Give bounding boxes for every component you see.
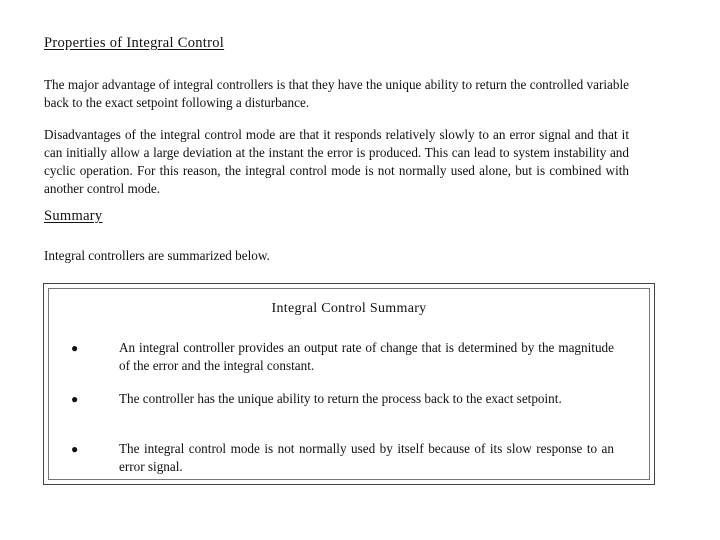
summary-intro: Integral controllers are summarized below. (44, 248, 270, 263)
bullet-icon: ● (71, 442, 79, 456)
section-title-summary: Summary (44, 208, 103, 224)
summary-box-inner-border (48, 288, 650, 480)
summary-item-text: An integral controller provides an output rate of change that is determined by the magnitude of the error and the integral constant. (119, 340, 614, 373)
summary-item-text: The controller has the unique ability to return the process back to the exact setpoint. (119, 391, 562, 406)
summary-item-text: The integral control mode is not normally used by itself because of its slow response to an error signal. (119, 441, 614, 474)
advantage-paragraph: The major advantage of integral controllers is that they have the unique ability to return the controlled variable back to the exact setpoint following a disturbance. (44, 77, 629, 110)
summary-box (43, 283, 655, 485)
summary-box-title: Integral Control Summary (271, 301, 427, 316)
bullet-icon: ● (71, 392, 79, 406)
section-title-properties: Properties of Integral Control (44, 35, 225, 51)
bullet-icon: ● (71, 341, 79, 355)
disadvantage-paragraph: Disadvantages of the integral control mode are that it responds relatively slowly to an error signal and that it can initially allow a large deviation at the instant the error is produced. This can lead to system instability and cyclic operation. For this reason, the integral control mode is not normally used alone, but is combined with another control mode. (44, 127, 629, 196)
